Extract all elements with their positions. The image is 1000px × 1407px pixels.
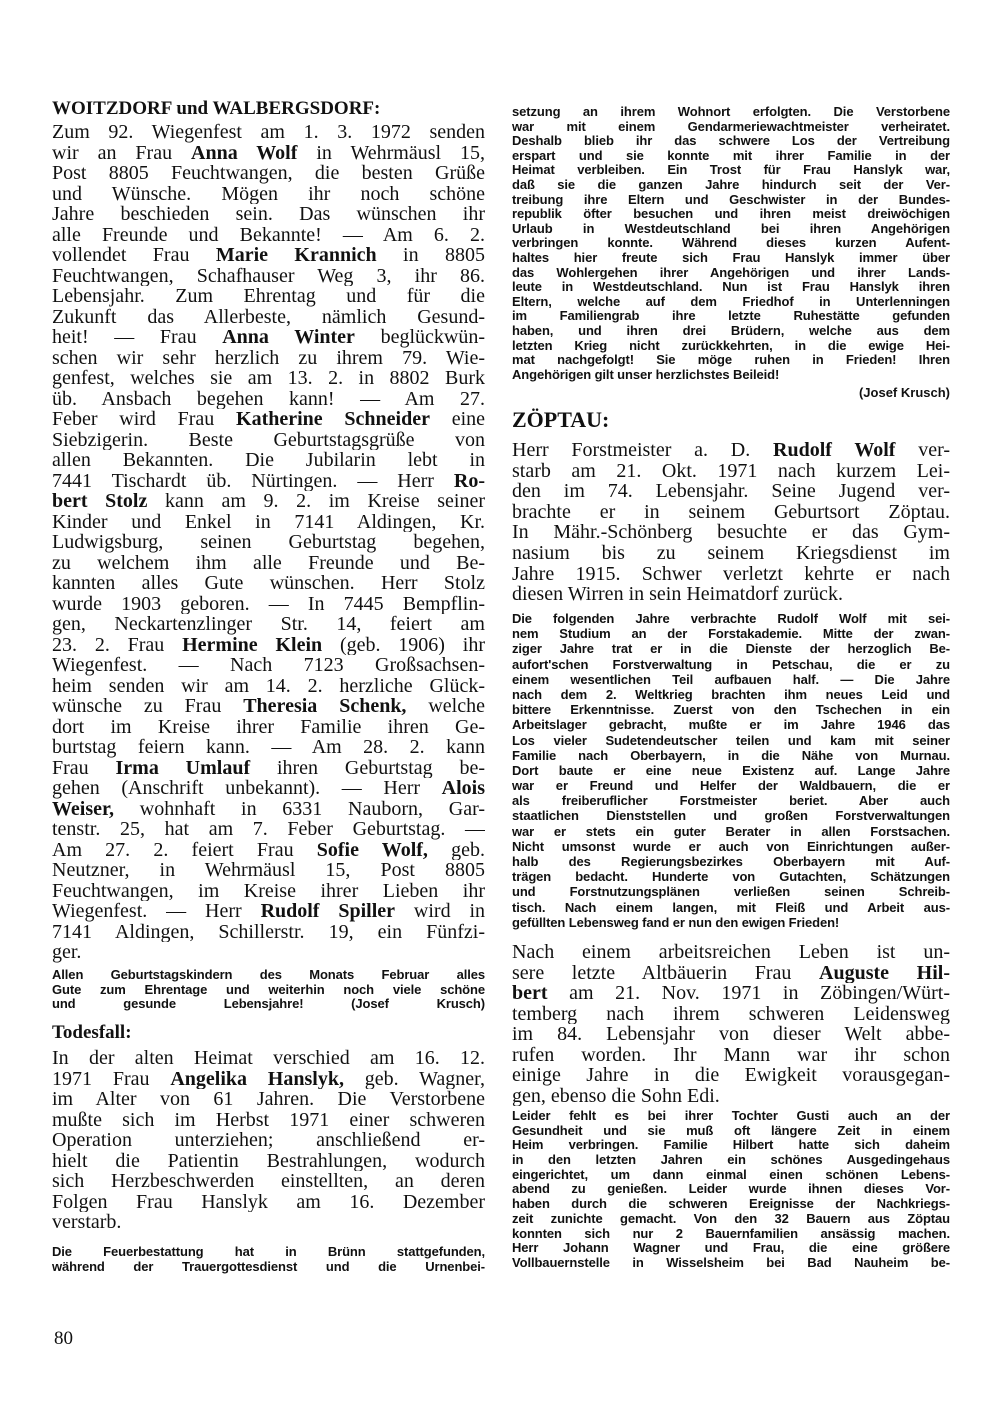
text-segment: geb. Wagner, xyxy=(343,1068,485,1089)
text-line xyxy=(512,963,950,984)
text-line xyxy=(52,122,485,143)
death-notice-paragraph xyxy=(52,1048,485,1233)
text-segment: Feber wird Frau xyxy=(52,409,237,430)
text-line xyxy=(52,1069,485,1090)
signature: (Josef Krusch) xyxy=(858,385,950,400)
text-line xyxy=(512,1212,950,1227)
text-segment: Heim verbringen. Familie Hilbert hatte sich daheim xyxy=(512,1138,950,1153)
text-segment: wird in xyxy=(395,901,485,922)
birthday-paragraph xyxy=(52,122,485,963)
text-line xyxy=(52,1171,485,1192)
text-line xyxy=(512,1241,950,1256)
text-line xyxy=(52,901,485,922)
text-line xyxy=(512,502,950,523)
section-heading-zoeptau: ZÖPTAU: xyxy=(512,407,610,432)
bold-name: bert xyxy=(512,983,548,1004)
text-segment: Jahre beschieden sein. Das wünschen ihr xyxy=(52,204,485,225)
text-segment: haben durch die schweren Ereignisse der Nachkriegs- xyxy=(512,1197,950,1212)
text-segment: wir an Frau xyxy=(52,142,192,163)
text-segment: Familie nach Oberbayern, in die Nähe von Murnau. xyxy=(512,747,950,763)
text-segment: Feuchtwangen, im Kreise ihrer Lieben ihr xyxy=(52,880,485,901)
text-segment: sich Herzbeschwerden einstellten, an deren xyxy=(52,1171,485,1192)
text-segment: verbringen konnte. Während dieses kurzen Aufent- xyxy=(512,236,950,251)
text-segment: letzten Krieg nicht zurückkehrten, in die ewige Hei- xyxy=(512,338,950,353)
text-segment: (geb. 1906) ihr xyxy=(322,634,485,655)
text-segment: 23. 2. Frau xyxy=(52,634,183,655)
text-line xyxy=(512,657,950,672)
text-line xyxy=(512,1024,950,1045)
text-segment: einem wesentlichen Teil aufbauen half. — Die Jahre xyxy=(512,671,950,687)
text-segment: Angehörigen gilt unser herzlichstes Beileid! xyxy=(512,367,780,382)
bold-name: Alois xyxy=(441,778,485,799)
text-line xyxy=(512,717,950,732)
text-segment: In Mähr.-Schönberg besuchte er das Gym- xyxy=(512,522,950,543)
text-line xyxy=(512,222,950,237)
text-line xyxy=(52,389,485,410)
text-line xyxy=(52,368,485,389)
text-segment: war mit einem Gendarmeriewachtmeister verheiratet. xyxy=(512,119,950,134)
text-segment: zeit zunichte gemacht. Von den 32 Bauern aus Zöptau xyxy=(512,1211,950,1226)
text-line xyxy=(52,573,485,594)
text-segment: 1971 Frau xyxy=(52,1068,171,1089)
text-segment: und Forstnutzungsplänen verließen seinen Schreib- xyxy=(512,884,950,900)
text-line xyxy=(52,942,485,963)
bold-name: Anna Wolf xyxy=(191,142,298,163)
text-segment: haben, und ihren drei Brüdern, welche aus dem xyxy=(512,323,950,338)
text-line xyxy=(52,594,485,615)
text-segment: im Familiengrab ihre letzte Ruhestätte gefunden xyxy=(512,309,950,324)
text-line xyxy=(52,997,485,1012)
text-line xyxy=(512,778,950,793)
text-segment: Gesundheit und sie muß oft längere Zeit in einem xyxy=(512,1123,950,1138)
text-line xyxy=(52,450,485,471)
bold-name: Theresia Schenk, xyxy=(243,696,407,717)
text-line xyxy=(512,1153,950,1168)
text-segment: Feuchtwangen, Schafhauser Weg 3, ihr 86. xyxy=(52,265,485,286)
text-line xyxy=(52,491,485,512)
text-segment: als freiberuflicher Forstmeister beriet. Aber auch xyxy=(512,793,950,809)
text-line xyxy=(512,1124,950,1139)
text-line xyxy=(52,676,485,697)
text-segment: Herr Forstmeister a. D. xyxy=(512,440,774,461)
text-line xyxy=(512,207,950,222)
text-line xyxy=(512,1197,950,1212)
bold-name: Ro- xyxy=(453,470,485,491)
bold-name: Hermine Klein xyxy=(182,634,323,655)
text-segment: Heimat verbleiben. Ein Trost für Frau Hanslyk war, xyxy=(512,163,950,178)
bold-name: Rudolf Spiller xyxy=(260,901,396,922)
text-segment: tenstr. 25, hat am 7. Feber Geburtstag. — xyxy=(52,819,485,840)
wolf-obituary-intro xyxy=(512,440,950,605)
text-line xyxy=(52,840,485,861)
text-line xyxy=(512,626,950,641)
text-segment: ger. xyxy=(52,942,82,963)
text-line xyxy=(512,1065,950,1086)
text-segment: zu welchem ihm alle Freunde und Be- xyxy=(52,552,485,573)
birthday-greeting xyxy=(52,968,485,1012)
text-line xyxy=(52,614,485,635)
bold-name: Katherine Schneider xyxy=(236,409,430,430)
text-line xyxy=(512,105,950,120)
text-line xyxy=(512,1168,950,1183)
text-segment: halb des Regierungsbezirkes Oberbayern mit Auf- xyxy=(512,854,950,869)
text-segment: republik öfter besuchen und ihren meist dreiwöchigen xyxy=(512,207,950,222)
text-segment: Ludwigsburg, seinen Geburtstag begehen, xyxy=(52,532,485,553)
text-line xyxy=(512,584,950,605)
text-segment: beglückwün- xyxy=(354,327,485,348)
text-segment: wohnhaft in 6331 Nauborn, Gar- xyxy=(114,798,485,819)
text-line xyxy=(52,655,485,676)
text-line xyxy=(52,286,485,307)
text-segment: mußte sich im Herbst 1971 einer schweren xyxy=(52,1109,485,1130)
text-line xyxy=(52,225,485,246)
text-line xyxy=(512,339,950,354)
text-segment: temberg nach ihrem schweren Leidensweg xyxy=(512,1003,950,1024)
text-line xyxy=(512,808,950,823)
text-line xyxy=(52,860,485,881)
funeral-paragraph xyxy=(52,1245,485,1274)
bold-name: Auguste Hil- xyxy=(819,962,950,983)
text-line xyxy=(512,748,950,763)
text-segment: Wiegenfest. — Nach 7123 Großsachsen- xyxy=(52,655,485,676)
text-line xyxy=(512,251,950,266)
bold-name: Marie Krannich xyxy=(215,245,377,266)
text-segment: burtstag feiern kann. — Am 28. 2. kann xyxy=(52,737,485,758)
text-segment: 7441 Tischardt üb. Nürtingen. — Herr xyxy=(52,470,454,491)
text-line xyxy=(52,1212,485,1233)
text-line xyxy=(52,922,485,943)
text-segment: Post 8805 Feuchtwangen, die besten Grüße xyxy=(52,163,485,184)
text-segment: gen, ebenso die Sohn Edi. xyxy=(512,1085,720,1106)
text-line xyxy=(52,163,485,184)
text-segment: Zukunft das Allerbeste, nämlich Gesund- xyxy=(52,306,485,327)
text-segment: gen, Neckartenzlinger Str. 14, feiert am xyxy=(52,614,485,635)
text-line xyxy=(512,149,950,164)
text-segment: Dort baute er eine neue Existenz auf. Lange Jahre xyxy=(512,762,950,778)
text-line xyxy=(52,696,485,717)
text-segment: treibung ihre Eltern und Geschwister in der Bundes- xyxy=(512,192,950,207)
funeral-continuation xyxy=(512,105,950,382)
text-segment: Los vieler Sudetendeutscher teilen und kam mit seiner xyxy=(512,732,950,748)
text-line xyxy=(512,611,950,626)
text-line xyxy=(512,733,950,748)
text-segment: dort im Kreise ihrer Familie ihren Ge- xyxy=(52,716,485,737)
text-line xyxy=(512,481,950,502)
text-segment: eine xyxy=(429,409,485,430)
text-segment: allen Bekannten. Die Jubilarin lebt in xyxy=(52,450,485,471)
text-segment: Die Feuerbestattung hat in Brünn stattgefunden, xyxy=(52,1245,485,1259)
text-line xyxy=(52,143,485,164)
text-line xyxy=(512,869,950,884)
text-segment: Die folgenden Jahre verbrachte Rudolf Wolf mit sei- xyxy=(512,611,950,626)
text-segment: brachte er in seinem Geburtsort Zöptau. xyxy=(512,501,950,523)
text-line xyxy=(512,672,950,687)
text-segment: Neutzner, in Wehrmäusl 15, Post 8805 xyxy=(52,860,485,881)
bold-name: Irma Umlauf xyxy=(115,757,251,778)
text-line xyxy=(52,1192,485,1213)
text-line xyxy=(512,309,950,324)
text-segment: kann am 9. 2. im Kreise seiner xyxy=(147,491,485,512)
text-line xyxy=(52,1048,485,1069)
text-segment: Lebensjahr. Zum Ehrentag und für die xyxy=(52,286,485,307)
bold-name: Anna Winter xyxy=(222,327,355,348)
text-segment: in 8805 xyxy=(376,245,485,266)
text-line xyxy=(512,687,950,702)
text-segment: Siebzigerin. Beste Geburtstagsgrüße von xyxy=(52,429,485,450)
text-segment: staatlichen Dienststellen und großen Forstverwaltungen xyxy=(512,808,950,824)
text-line xyxy=(512,1256,950,1271)
text-segment: diesen Wirren in sein Heimatdorf zurück. xyxy=(512,584,843,605)
text-segment: In der alten Heimat verschied am 16. 12. xyxy=(52,1048,485,1069)
bold-name: Sofie Wolf, xyxy=(316,839,428,860)
text-line xyxy=(512,564,950,585)
text-segment: welche xyxy=(406,696,485,717)
text-segment: Eltern, welche auf dem Friedhof in Unterlenningen xyxy=(512,294,950,309)
text-line xyxy=(52,471,485,492)
text-segment: daß sie die ganzen Jahre hindurch seit der Ver- xyxy=(512,177,950,192)
text-segment: Operation unterziehen; anschließend er- xyxy=(52,1130,485,1151)
text-line xyxy=(52,717,485,738)
text-segment: Deshalb blieb ihr das schwere Los der Vertreibung xyxy=(512,134,950,149)
text-line xyxy=(52,409,485,430)
text-segment: Vollbauernstelle in Wisselsheim bei Bad Nauheim be- xyxy=(512,1255,950,1270)
text-segment: tisch. Nach einem langen, mit Fleiß und Arbeit aus- xyxy=(512,899,950,915)
text-segment: Wiegenfest. — Herr xyxy=(52,901,261,922)
text-segment: 7141 Aldingen, Schillerstr. 19, ein Fünfzi- xyxy=(52,921,485,942)
text-line xyxy=(52,266,485,287)
text-line xyxy=(512,163,950,178)
text-segment: und Wünsche. Mögen ihr noch schöne xyxy=(52,183,485,204)
text-line xyxy=(52,553,485,574)
text-segment: Folgen Frau Hanslyk am 16. Dezember xyxy=(52,1191,485,1212)
text-line xyxy=(512,1086,950,1107)
text-line xyxy=(52,348,485,369)
text-line xyxy=(52,635,485,656)
text-segment: ver- xyxy=(895,440,950,461)
text-line xyxy=(512,134,950,149)
text-line xyxy=(52,778,485,799)
text-segment: in Wehrmäusl 15, xyxy=(297,142,485,163)
text-segment: konnten sich nur 2 Bauernfamilien ansässig machen. xyxy=(512,1226,950,1241)
text-segment: im 84. Lebensjahr von dieser Welt abbe- xyxy=(512,1024,950,1045)
text-segment: mat nachgefolgt! Sie möge ruhen in Frieden! Ihren xyxy=(512,353,950,368)
text-line xyxy=(512,824,950,839)
section-heading-woitzdorf: WOITZDORF und WALBERGSDORF: xyxy=(52,98,381,119)
wolf-obituary-detail xyxy=(512,611,950,930)
bold-name: Weiser, xyxy=(52,798,115,819)
hilbert-obituary-detail xyxy=(512,1109,950,1271)
text-line xyxy=(512,839,950,854)
text-segment: setzung an ihrem Wohnort erfolgten. Die Verstorbene xyxy=(512,105,950,119)
text-line xyxy=(52,1110,485,1131)
text-segment: schen wir sehr herzlich zu ihrem 79. Wie- xyxy=(52,347,485,368)
text-segment: Zum 92. Wiegenfest am 1. 3. 1972 senden xyxy=(52,122,485,143)
bold-name: bert Stolz xyxy=(52,491,148,512)
text-line xyxy=(52,1260,485,1275)
text-segment: kannten alles Gute wünschen. Herr Stolz xyxy=(52,573,485,594)
text-segment: nach dem 2. Weltkrieg brachten ihm neues Leid und xyxy=(512,686,950,702)
text-line xyxy=(512,120,950,135)
text-line xyxy=(512,178,950,193)
text-segment: vollendet Frau xyxy=(52,245,216,266)
text-line xyxy=(512,368,950,383)
text-line xyxy=(512,324,950,339)
text-line xyxy=(512,1182,950,1197)
text-line xyxy=(52,737,485,758)
text-line xyxy=(512,193,950,208)
text-segment: trägen bedacht. Hunderte von Gutachten, Schätzungen xyxy=(512,869,950,885)
text-segment: Am 27. 2. feiert Frau xyxy=(52,839,317,860)
text-segment: genfest, welches sie am 13. 2. in 8802 Burk xyxy=(52,368,485,389)
text-line xyxy=(512,884,950,899)
text-line xyxy=(512,942,950,963)
text-segment: Nach einem arbeitsreichen Leben ist un- xyxy=(512,942,950,963)
text-segment: Leider fehlt es bei ihrer Tochter Gusti auch an der xyxy=(512,1109,950,1123)
text-segment: Herr Johann Wagner und Frau, die eine größere xyxy=(512,1241,950,1256)
text-line xyxy=(52,1089,485,1110)
text-line xyxy=(512,461,950,482)
text-line xyxy=(512,295,950,310)
bold-name: Angelika Hanslyk, xyxy=(170,1068,344,1089)
text-line xyxy=(512,1004,950,1025)
text-segment: geb. xyxy=(427,839,485,860)
page-number: 80 xyxy=(54,1328,73,1349)
text-segment: bittere Erkenntnisse. Zuerst von den Tschechen in ein xyxy=(512,702,950,718)
text-segment: den im 74. Lebensjahr. Seine Jugend ver- xyxy=(512,481,950,502)
text-line xyxy=(512,854,950,869)
text-segment: am 21. Nov. 1971 in Zöbingen/Würt- xyxy=(547,983,950,1004)
text-segment: war er stets ein guter Berater in allen Forstsachen. xyxy=(512,823,950,839)
text-line xyxy=(512,900,950,915)
text-segment: während der Trauergottesdienst und die Urnenbei- xyxy=(52,1259,485,1274)
text-segment: ihren Geburtstag be- xyxy=(250,757,485,778)
text-segment: nem Studium an der Forstakademie. Mitte der zwan- xyxy=(512,626,950,642)
text-segment: sere letzte Altbäuerin Frau xyxy=(512,962,820,983)
text-segment: ziger Jahre trat er in die Dienste der herzoglich Be- xyxy=(512,641,950,657)
text-segment: einige Jahre in die Ewigkeit vorausgegan- xyxy=(512,1065,950,1086)
text-line xyxy=(512,793,950,808)
text-line xyxy=(52,819,485,840)
text-segment: Urlaub in Westdeutschland bei ihren Angehörigen xyxy=(512,221,950,236)
text-segment: gehen (Anschrift unbekannt). — Herr xyxy=(52,778,442,799)
text-segment: rufen worden. Ihr Mann war ihr schon xyxy=(512,1044,950,1065)
text-line xyxy=(512,440,950,461)
text-segment: hielt die Patientin Bestrahlungen, wodurch xyxy=(52,1150,485,1171)
text-line xyxy=(512,1109,950,1124)
text-segment: starb am 21. Okt. 1971 nach kurzem Lei- xyxy=(512,460,950,482)
text-line xyxy=(52,1245,485,1260)
text-line xyxy=(52,532,485,553)
text-segment: in den letzten Jahren ein schönes Ausgedingehaus xyxy=(512,1153,950,1168)
section-heading-todesfall: Todesfall: xyxy=(52,1022,132,1043)
text-segment: abend zu genießen. Leider wurde ihnen dieses Vor- xyxy=(512,1182,950,1197)
text-segment: nasium bis zu seinem Kriegsdienst im xyxy=(512,542,950,564)
text-line xyxy=(52,799,485,820)
text-segment: Kinder und Enkel in 7141 Aldingen, Kr. xyxy=(52,511,485,532)
text-line xyxy=(512,1045,950,1066)
text-segment: wurde 1903 geboren. — In 7445 Bempflin- xyxy=(52,593,485,614)
text-line xyxy=(512,1138,950,1153)
text-line xyxy=(52,184,485,205)
text-segment: und gesunde Lebensjahre! (Josef Krusch) xyxy=(52,997,485,1012)
text-segment: gefüllten Lebensweg fand er nun den ewigen Frieden! xyxy=(512,914,840,930)
text-line xyxy=(512,763,950,778)
text-line xyxy=(512,983,950,1004)
text-segment: Allen Geburtstagskindern des Monats Februar alles xyxy=(52,968,485,982)
text-line xyxy=(52,307,485,328)
text-segment: Jahre 1915. Schwer verletzt kehrte er nach xyxy=(512,563,950,585)
text-segment: das Wohlergehen ihrer Angehörigen und ihrer Lands- xyxy=(512,265,950,280)
text-segment: Frau xyxy=(52,757,116,778)
bold-name: Rudolf Wolf xyxy=(773,440,896,461)
text-segment: heit! — Frau xyxy=(52,327,223,348)
text-line xyxy=(512,236,950,251)
text-segment: haltes hier freute sich Frau Hanslyk immer über xyxy=(512,250,950,265)
text-line xyxy=(52,512,485,533)
text-segment: leute in Westdeutschland. Nun ist Frau Hanslyk ihren xyxy=(512,280,950,295)
text-segment: heim senden wir am 14. 2. herzliche Glück- xyxy=(52,675,485,696)
text-line xyxy=(512,280,950,295)
text-segment: Arbeitslager gebracht, mußte er im Jahre 1946 das xyxy=(512,717,950,733)
text-segment: wünsche zu Frau xyxy=(52,696,244,717)
text-line xyxy=(52,983,485,998)
text-segment: im Alter von 61 Jahren. Die Verstorbene xyxy=(52,1089,485,1110)
text-line xyxy=(512,1227,950,1242)
text-line xyxy=(512,702,950,717)
text-segment: Nicht umsonst wurde er auch von Einrichtungen außer- xyxy=(512,838,950,854)
hilbert-obituary-intro xyxy=(512,942,950,1106)
text-segment: verstarb. xyxy=(52,1212,122,1233)
text-segment: war er Freund und Helfer der Waldbauern, die er xyxy=(512,778,950,794)
text-segment: aufort'schen Forstverwaltung in Petschau, die er zu xyxy=(512,656,950,672)
text-segment: üb. Ansbach begehen kann! — Am 27. xyxy=(52,388,485,409)
text-line xyxy=(512,641,950,656)
text-line xyxy=(512,353,950,368)
text-line xyxy=(52,881,485,902)
text-line xyxy=(52,327,485,348)
text-line xyxy=(52,204,485,225)
text-line xyxy=(52,1151,485,1172)
text-line xyxy=(52,245,485,266)
text-line xyxy=(52,1130,485,1151)
text-segment: alle Freunde und Bekannte! — Am 6. 2. xyxy=(52,224,485,245)
text-line xyxy=(52,758,485,779)
text-line xyxy=(512,266,950,281)
text-line xyxy=(512,543,950,564)
text-line xyxy=(512,915,950,930)
text-line xyxy=(52,968,485,983)
text-segment: erspart und sie konnte mit ihrer Familie in der xyxy=(512,148,950,163)
text-segment: eingerichtet, um dann einmal einen schönen Lebens- xyxy=(512,1167,950,1182)
text-line xyxy=(52,430,485,451)
text-segment: Gute zum Ehrentage und weiterhin noch viele schöne xyxy=(52,982,485,997)
text-line xyxy=(512,522,950,543)
